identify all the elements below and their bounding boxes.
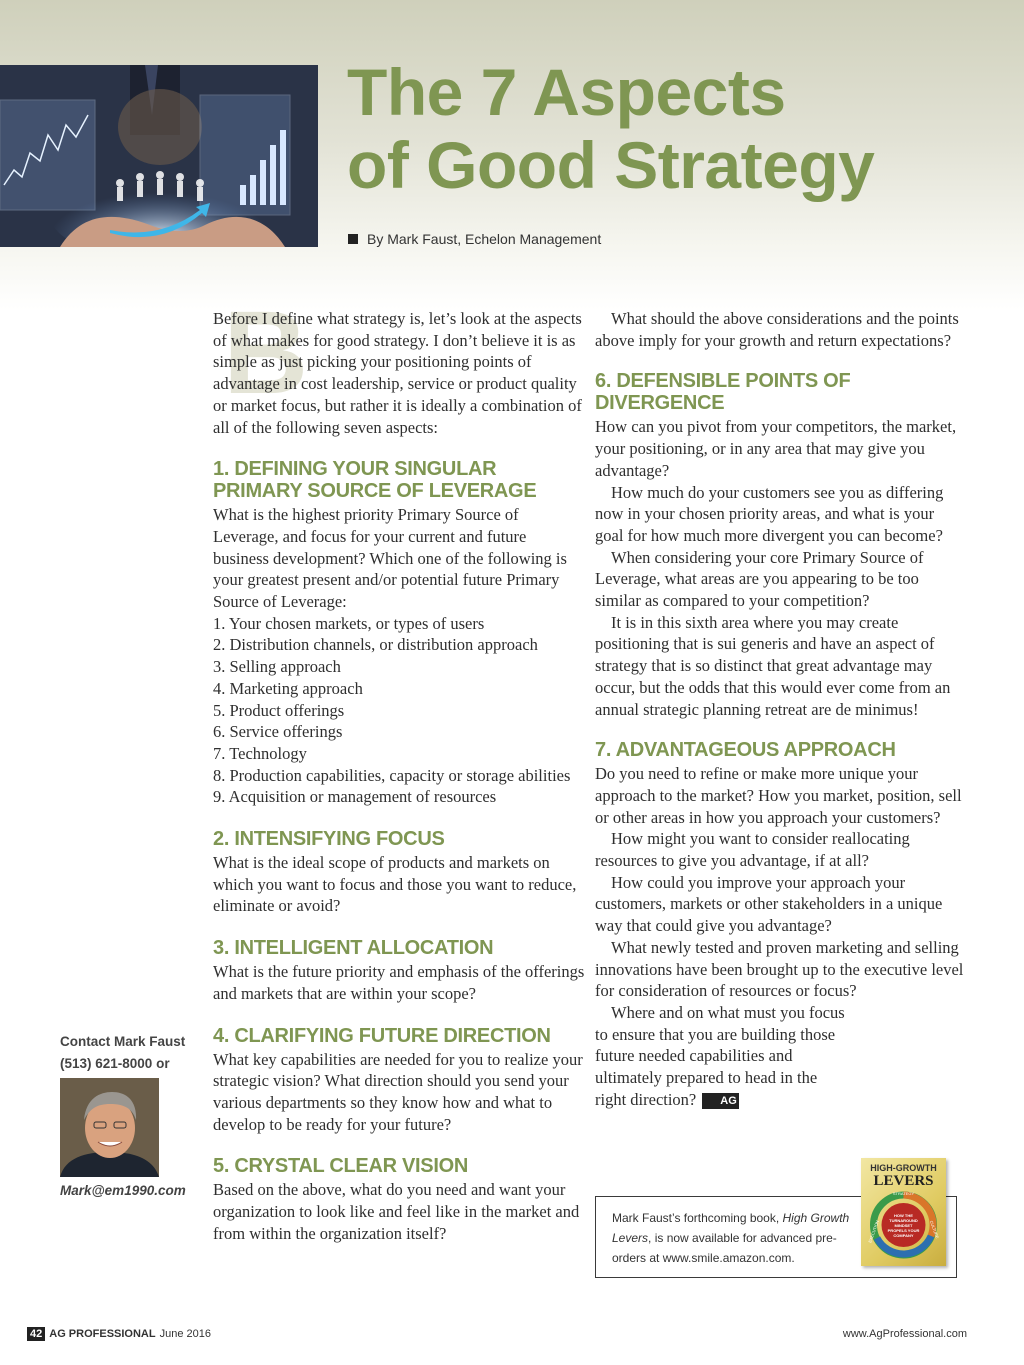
section-7-final-text: Where and on what must you focus to ensure that you are building those future needed capabilities and ultimately prepared to head in the right direction? [595, 1002, 845, 1109]
section-2-heading: 2. INTENSIFYING FOCUS [213, 828, 445, 851]
section-3-heading: 3. INTELLIGENT ALLOCATION [213, 937, 494, 960]
hero-image [0, 65, 318, 247]
book-text-after: , is now available for advanced pre-orders at www.smile.amazon.com. [612, 1231, 837, 1265]
book-title: High Growth Levers [612, 1211, 850, 1245]
book-promo-text [612, 1208, 862, 1268]
contact-email[interactable]: Mark@em1990.com [60, 1183, 186, 1198]
list-item: 2. Distribution channels, or distribution approach [213, 635, 538, 655]
ag-end-mark: AG [702, 1093, 739, 1109]
list-item: 5. Product offerings [213, 700, 345, 720]
section-4-paragraph: What key capabilities are needed for you to realize your strategic vision? What direction should you send your various departments so they know how and what to develop to be ready for your future? [213, 1049, 583, 1134]
author-portrait [60, 1078, 159, 1177]
lead-paragraph: What should the above considerations and the points above imply for your growth and return expectations? [595, 309, 959, 350]
section-4-heading: 4. CLARIFYING FUTURE DIRECTION [213, 1024, 551, 1047]
byline [348, 231, 601, 247]
list-item: 4. Marketing approach [213, 678, 363, 698]
section-6-paragraph: How can you pivot from your competitors, the market, your positioning, or in any area that may give you advantage? [595, 417, 957, 480]
page-number: 42 [27, 1327, 45, 1341]
byline-text: By Mark Faust, Echelon Management [367, 231, 602, 247]
intro-text: Before I define what strategy is, let’s look at the aspects of what makes for good strategy. I don’t believe it is as simple as just picking your positioning points of advantage in cost leadership, service or product quality or market focus, but rather it is ideally a combination of all of the following seven aspects: [213, 309, 582, 437]
section-7-paragraph: What newly tested and proven marketing and selling innovations have been brought up to the executive level for consideration of resources or focus? [595, 937, 964, 1001]
contact-line-1: Contact Mark Faust [60, 1034, 186, 1049]
cover-ring-right: CULTURE [928, 1219, 940, 1240]
section-7-paragraph: How might you want to consider reallocating resources to give you advantage, if at all? [595, 829, 910, 871]
cover-top-text: HIGH-GROWTH [870, 1163, 937, 1173]
left-column [213, 287, 585, 1245]
title-line-1: The 7 Aspects [347, 55, 786, 129]
contact-phone: (513) 621-8000 or [60, 1056, 170, 1071]
section-1-paragraph: What is the highest priority Primary Source of Leverage, and focus for your current and future business development? Which one of the following is your greatest present and/or potential future Primary Source of Leverage: [213, 505, 567, 612]
section-6-paragraph: When considering your core Primary Source of Leverage, what areas are you appearing to be too similar as compared to your competition? [595, 547, 924, 611]
section-5-paragraph: Based on the above, what do you need and want your organization to look like and feel like in the market and from within the organization itself? [213, 1180, 580, 1243]
article-title [347, 56, 987, 202]
book-cover-art [861, 1158, 946, 1266]
website-link[interactable]: www.AgProfessional.com [842, 1328, 967, 1340]
title-line-2: of Good Strategy [347, 128, 875, 202]
drop-cap: B [223, 287, 309, 419]
issue-date: June 2016 [159, 1328, 211, 1340]
list-item: 1. Your chosen markets, or types of users [213, 613, 485, 633]
section-7-heading: 7. ADVANTAGEOUS APPROACH [595, 739, 896, 762]
section-7-paragraph: How could you improve your approach your customers, markets or other stakeholders in a unique way that could give you advantage? [595, 872, 943, 936]
list-item: 6. Service offerings [213, 722, 343, 742]
leverage-list [213, 613, 585, 808]
page-footer [27, 1327, 967, 1343]
section-7-final-paragraph [595, 1002, 845, 1111]
section-7-paragraph: Do you need to refine or make more unique your approach to the market? How you market, position, sell or other areas in how you approach your customers? [595, 764, 962, 827]
author-contact [60, 1031, 200, 1075]
list-item: 3. Selling approach [213, 657, 341, 677]
list-item: 7. Technology [213, 743, 307, 763]
book-text-before: Mark Faust’s forthcoming book, [612, 1211, 783, 1225]
cover-ring-top: STRATEGY [892, 1191, 915, 1196]
intro-paragraph [213, 287, 585, 438]
section-2-paragraph: What is the ideal scope of products and markets on which you want to focus and those you want to reduce, eliminate or avoid? [213, 853, 577, 916]
list-item: 9. Acquisition or management of resources [213, 787, 497, 807]
section-6-heading: 6. DEFENSIBLE POINTS OF DIVERGENCE [595, 370, 851, 415]
section-6-paragraph: How much do your customers see you as differing now in your chosen priority areas, and what is your goal for how much more divergent you can become? [595, 482, 944, 545]
bullet-square-icon [348, 234, 358, 244]
section-1-heading: 1. DEFINING YOUR SINGULAR PRIMARY SOURCE OF LEVERAGE [213, 458, 537, 503]
section-3-paragraph: What is the future priority and emphasis of the offerings and markets that are within your scope? [213, 962, 585, 1003]
book-cover [861, 1158, 946, 1266]
cover-ring-left: EXECUTION [867, 1219, 880, 1244]
section-6-paragraph: It is in this sixth area where you may create positioning that is sui generis and have an aspect of strategy that is so distinct that great advantage may occur, but the odds that this would ever come from an annual strategic planning retreat are de minimus! [595, 612, 951, 719]
publication-name: AG PROFESSIONAL [49, 1328, 156, 1340]
section-5-heading: 5. CRYSTAL CLEAR VISION [213, 1155, 468, 1178]
cover-subtitle: HOW THE TURNAROUND MINDSET PROPELS YOUR COMPANY [887, 1213, 920, 1238]
cover-title-text: LEVERS [873, 1173, 934, 1189]
business-chart-illustration [0, 65, 318, 247]
list-item: 8. Production capabilities, capacity or storage abilities [213, 765, 571, 785]
right-column [595, 308, 965, 1111]
author-photo [60, 1078, 159, 1177]
